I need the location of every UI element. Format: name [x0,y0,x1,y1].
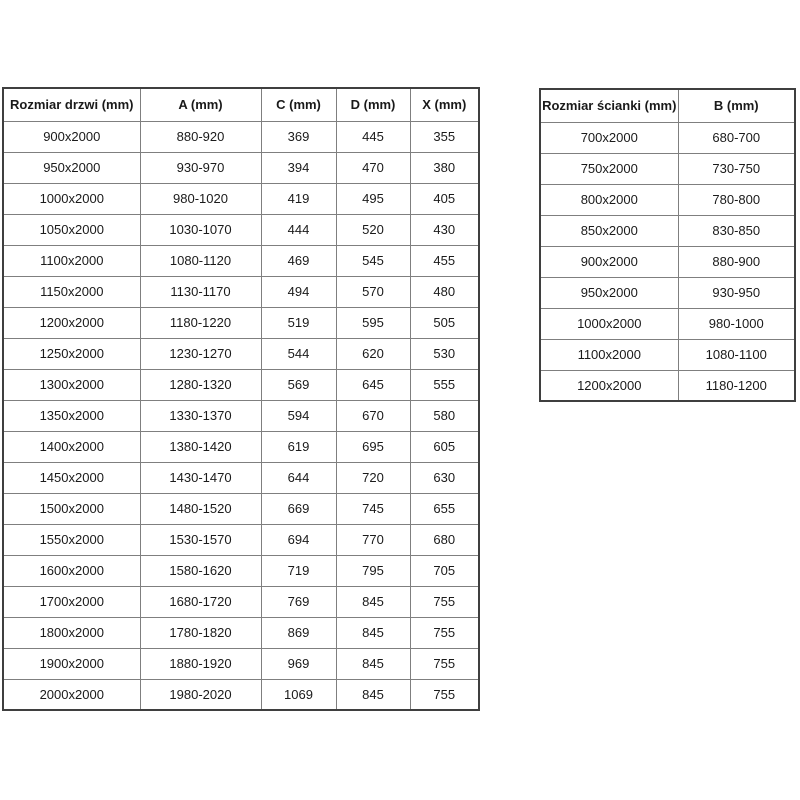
column-header: Rozmiar ścianki (mm) [540,89,678,122]
cell: 394 [261,152,336,183]
cell: 1100x2000 [3,245,140,276]
cell: 670 [336,400,410,431]
table-row [3,648,479,679]
cell: 1900x2000 [3,648,140,679]
cell: 770 [336,524,410,555]
cell: 569 [261,369,336,400]
cell: 900x2000 [3,121,140,152]
cell: 469 [261,245,336,276]
table-row [3,679,479,710]
cell: 494 [261,276,336,307]
cell: 470 [336,152,410,183]
column-header: X (mm) [410,88,479,121]
cell: 850x2000 [540,215,678,246]
table-row [3,617,479,648]
cell: 519 [261,307,336,338]
cell: 720 [336,462,410,493]
cell: 1680-1720 [140,586,261,617]
table-row [3,493,479,524]
cell: 869 [261,617,336,648]
door-size-table [2,87,480,711]
cell: 1000x2000 [3,183,140,214]
cell: 1080-1100 [678,339,795,370]
table-row [3,338,479,369]
cell: 880-920 [140,121,261,152]
cell: 480 [410,276,479,307]
cell: 619 [261,431,336,462]
table-row [3,524,479,555]
table-row [3,214,479,245]
cell: 369 [261,121,336,152]
cell: 630 [410,462,479,493]
table-row [540,153,795,184]
cell: 769 [261,586,336,617]
cell: 1500x2000 [3,493,140,524]
table-row [540,184,795,215]
cell: 980-1000 [678,308,795,339]
table-row [540,122,795,153]
cell: 1300x2000 [3,369,140,400]
table-row [3,431,479,462]
cell: 830-850 [678,215,795,246]
column-header: Rozmiar drzwi (mm) [3,88,140,121]
cell: 800x2000 [540,184,678,215]
cell: 755 [410,679,479,710]
cell: 555 [410,369,479,400]
cell: 505 [410,307,479,338]
cell: 1180-1220 [140,307,261,338]
table-row [3,400,479,431]
cell: 669 [261,493,336,524]
cell: 419 [261,183,336,214]
table-row [3,586,479,617]
cell: 1350x2000 [3,400,140,431]
cell: 1480-1520 [140,493,261,524]
cell: 700x2000 [540,122,678,153]
cell: 680 [410,524,479,555]
cell: 750x2000 [540,153,678,184]
cell: 594 [261,400,336,431]
cell: 1800x2000 [3,617,140,648]
table-row [3,245,479,276]
cell: 695 [336,431,410,462]
door-table-header-row [3,88,479,121]
cell: 605 [410,431,479,462]
cell: 795 [336,555,410,586]
table-row [3,462,479,493]
cell: 644 [261,462,336,493]
cell: 694 [261,524,336,555]
cell: 969 [261,648,336,679]
cell: 1030-1070 [140,214,261,245]
cell: 2000x2000 [3,679,140,710]
cell: 1450x2000 [3,462,140,493]
cell: 405 [410,183,479,214]
table-row [540,339,795,370]
wall-table-header-row [540,89,795,122]
cell: 980-1020 [140,183,261,214]
cell: 1180-1200 [678,370,795,401]
cell: 1580-1620 [140,555,261,586]
cell: 1430-1470 [140,462,261,493]
cell: 544 [261,338,336,369]
table-row [3,369,479,400]
cell: 444 [261,214,336,245]
table-row [3,307,479,338]
cell: 950x2000 [540,277,678,308]
cell: 545 [336,245,410,276]
cell: 1600x2000 [3,555,140,586]
cell: 755 [410,586,479,617]
cell: 1980-2020 [140,679,261,710]
cell: 1880-1920 [140,648,261,679]
cell: 845 [336,648,410,679]
cell: 655 [410,493,479,524]
cell: 570 [336,276,410,307]
cell: 530 [410,338,479,369]
table-row [3,183,479,214]
cell: 719 [261,555,336,586]
cell: 845 [336,679,410,710]
cell: 755 [410,648,479,679]
table-row [3,152,479,183]
cell: 745 [336,493,410,524]
cell: 1130-1170 [140,276,261,307]
column-header: D (mm) [336,88,410,121]
wall-size-table [539,88,796,402]
cell: 1200x2000 [3,307,140,338]
cell: 1069 [261,679,336,710]
cell: 1780-1820 [140,617,261,648]
table-row [540,370,795,401]
cell: 705 [410,555,479,586]
table-row [3,276,479,307]
cell: 645 [336,369,410,400]
cell: 455 [410,245,479,276]
column-header: C (mm) [261,88,336,121]
cell: 1550x2000 [3,524,140,555]
cell: 445 [336,121,410,152]
cell: 780-800 [678,184,795,215]
column-header: B (mm) [678,89,795,122]
table-row [540,215,795,246]
table-row [3,121,479,152]
cell: 430 [410,214,479,245]
table-row [540,277,795,308]
cell: 1050x2000 [3,214,140,245]
cell: 595 [336,307,410,338]
column-header: A (mm) [140,88,261,121]
table-row [3,555,479,586]
cell: 1380-1420 [140,431,261,462]
cell: 520 [336,214,410,245]
table-row [540,246,795,277]
cell: 845 [336,617,410,648]
cell: 1230-1270 [140,338,261,369]
cell: 1150x2000 [3,276,140,307]
cell: 495 [336,183,410,214]
cell: 680-700 [678,122,795,153]
cell: 620 [336,338,410,369]
cell: 1250x2000 [3,338,140,369]
cell: 880-900 [678,246,795,277]
cell: 355 [410,121,479,152]
cell: 755 [410,617,479,648]
cell: 1330-1370 [140,400,261,431]
cell: 1530-1570 [140,524,261,555]
cell: 1280-1320 [140,369,261,400]
cell: 900x2000 [540,246,678,277]
cell: 380 [410,152,479,183]
cell: 1000x2000 [540,308,678,339]
cell: 1200x2000 [540,370,678,401]
cell: 930-950 [678,277,795,308]
cell: 930-970 [140,152,261,183]
cell: 950x2000 [3,152,140,183]
cell: 730-750 [678,153,795,184]
cell: 1080-1120 [140,245,261,276]
cell: 1700x2000 [3,586,140,617]
table-row [540,308,795,339]
cell: 845 [336,586,410,617]
cell: 580 [410,400,479,431]
cell: 1400x2000 [3,431,140,462]
cell: 1100x2000 [540,339,678,370]
